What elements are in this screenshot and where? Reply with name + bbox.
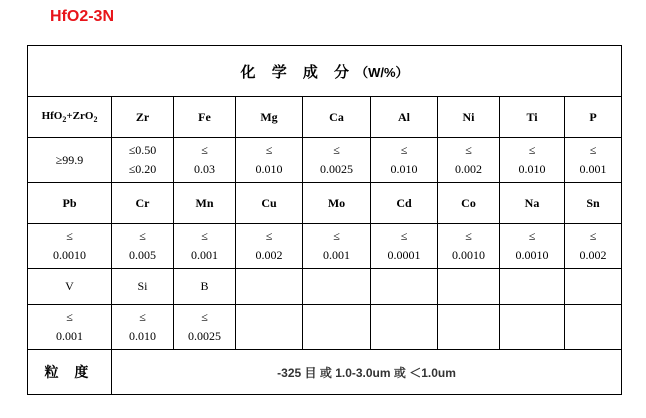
value-row (28, 224, 622, 269)
value-line: ≤ (400, 229, 408, 243)
element-name-cell: P (565, 97, 622, 138)
value-row (28, 138, 622, 183)
element-name-cell: Cd (371, 183, 438, 224)
value-line: ≤0.20 (128, 162, 157, 176)
value-line: 0.0025 (188, 329, 221, 343)
element-name-cell: HfO$_2$+ZrO$_2$ (28, 97, 112, 138)
value-line: ≤ (333, 143, 340, 157)
value-line: ≥99.9 (55, 152, 84, 167)
element-name-cell: Co (438, 183, 500, 224)
element-name-cell: Cu (236, 183, 303, 224)
value-cell (303, 138, 371, 183)
empty-cell (500, 269, 565, 305)
value-cell (174, 305, 236, 350)
value-line: 0.0001 (387, 248, 421, 262)
empty-cell (236, 269, 303, 305)
value-cell (28, 305, 112, 350)
empty-cell (371, 305, 438, 350)
value-line: ≤ (201, 310, 208, 324)
empty-cell (438, 269, 500, 305)
value-line: 0.001 (56, 329, 83, 343)
value-line: 0.0010 (515, 248, 549, 262)
table-title (28, 46, 622, 97)
value-line: ≤ (201, 143, 208, 157)
grain-size-row (28, 350, 622, 395)
value-line: ≤ (66, 229, 73, 243)
element-name-cell: Sn (565, 183, 622, 224)
value-line: ≤ (589, 229, 597, 243)
value-line: ≤0.50 (128, 143, 157, 157)
product-title: HfO2-3N (50, 8, 115, 25)
element-name-cell: Mg (236, 97, 303, 138)
value-cell (565, 138, 622, 183)
value-cell (112, 138, 174, 183)
value-line: ≤ (139, 229, 146, 243)
table-title-unit: （W/%） (355, 64, 409, 80)
value-line: 0.001 (191, 248, 218, 262)
element-name-cell: Al (371, 97, 438, 138)
value-cell (112, 224, 174, 269)
element-name-cell: Si (112, 269, 174, 305)
value-cell (174, 224, 236, 269)
value-line: ≤ (265, 143, 273, 157)
value-cell (371, 138, 438, 183)
value-cell (236, 224, 303, 269)
value-line: 0.010 (255, 162, 283, 176)
empty-cell (303, 269, 371, 305)
value-line: ≤ (465, 143, 472, 157)
value-line: ≤ (465, 229, 472, 243)
element-name-cell: Na (500, 183, 565, 224)
value-cell (371, 224, 438, 269)
value-cell (500, 224, 565, 269)
value-cell (236, 138, 303, 183)
element-name-cell: Pb (28, 183, 112, 224)
value-line: ≤ (66, 310, 73, 324)
value-line: ≤ (589, 143, 597, 157)
table-header-row (28, 46, 622, 97)
value-line: ≤ (265, 229, 273, 243)
empty-cell (371, 269, 438, 305)
empty-cell (565, 305, 622, 350)
value-line: 0.010 (518, 162, 546, 176)
value-line: ≤ (528, 229, 536, 243)
element-row (28, 183, 622, 224)
value-cell (565, 224, 622, 269)
value-cell (438, 224, 500, 269)
element-name-cell: Zr (112, 97, 174, 138)
empty-cell (500, 305, 565, 350)
empty-cell (236, 305, 303, 350)
empty-cell (565, 269, 622, 305)
element-row (28, 97, 622, 138)
element-name-cell: B (174, 269, 236, 305)
value-line: 0.03 (194, 162, 215, 176)
value-line: 0.002 (579, 248, 607, 262)
value-line: 0.0010 (53, 248, 86, 262)
value-line: 0.005 (129, 248, 156, 262)
value-cell (112, 305, 174, 350)
element-name-cell: V (28, 269, 112, 305)
value-line: 0.0025 (320, 162, 353, 176)
element-name-cell: Cr (112, 183, 174, 224)
grain-size-value: -325 目 或 1.0-3.0um 或 ＜1.0um (112, 350, 622, 395)
element-row (28, 269, 622, 305)
value-line: 0.002 (455, 162, 482, 176)
value-cell (303, 224, 371, 269)
value-line: 0.002 (255, 248, 283, 262)
value-row (28, 305, 622, 350)
value-line: ≤ (333, 229, 340, 243)
table-title-text: 化 学 成 分 (240, 63, 356, 81)
element-name-cell: Ti (500, 97, 565, 138)
value-line: ≤ (400, 143, 408, 157)
value-line: 0.0010 (452, 248, 485, 262)
value-cell (174, 138, 236, 183)
value-line: ≤ (139, 310, 146, 324)
value-line: ≤ (528, 143, 536, 157)
element-name-cell: Mo (303, 183, 371, 224)
chemical-composition-table (27, 45, 622, 395)
value-line: 0.001 (579, 162, 607, 176)
element-name-cell: Ni (438, 97, 500, 138)
element-name-cell: Ca (303, 97, 371, 138)
value-line: 0.010 (390, 162, 418, 176)
element-name-cell: Mn (174, 183, 236, 224)
value-cell (28, 224, 112, 269)
value-cell (438, 138, 500, 183)
grain-size-label: 粒 度 (28, 350, 112, 395)
empty-cell (303, 305, 371, 350)
value-line: ≤ (201, 229, 208, 243)
value-line: 0.001 (323, 248, 350, 262)
value-cell (28, 138, 112, 183)
value-line: 0.010 (129, 329, 156, 343)
empty-cell (438, 305, 500, 350)
element-name-cell: Fe (174, 97, 236, 138)
value-cell (500, 138, 565, 183)
